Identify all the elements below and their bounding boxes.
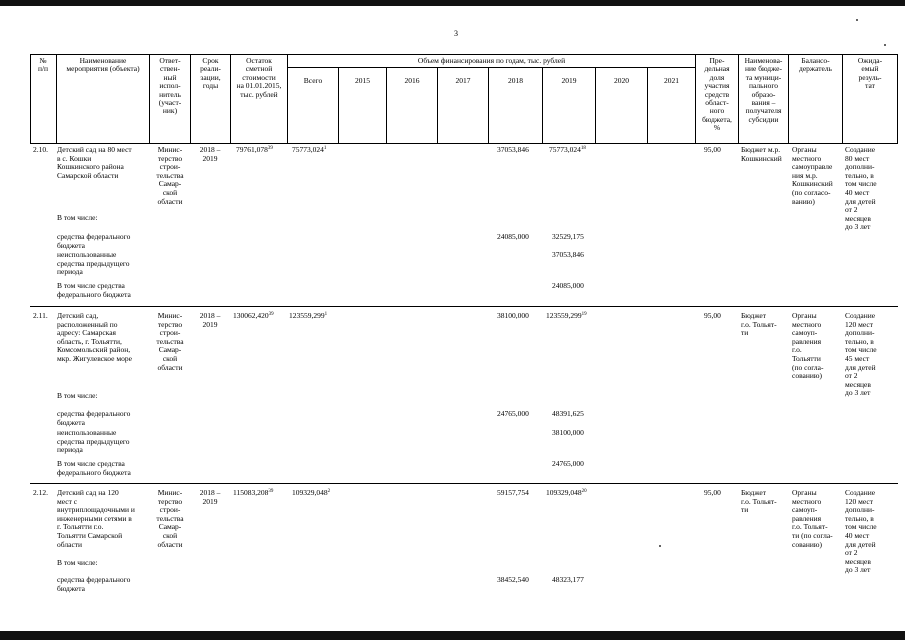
header-year: 2021 xyxy=(664,76,679,85)
federal-label: средства федерального бюджета xyxy=(57,232,131,250)
header-total: Всего xyxy=(303,76,323,85)
incl-federal-2019: 24085,000 xyxy=(552,281,584,290)
header-year: 2016 xyxy=(404,76,420,85)
header-share: Пре- дельная доля участия средств област- ного бюджета, % xyxy=(702,56,732,133)
row-responsible: Минис- терство строи- тельства Самар- ской области xyxy=(156,488,184,549)
header-responsible: Ответ- ствен- ный испол- нитель (участ- ник) xyxy=(158,56,182,116)
row-2019: 109329,048$^{20}$ xyxy=(546,488,587,497)
row-budget: Бюджет г.о. Тольят- ти xyxy=(741,488,777,515)
header-financing: Объем финансирования по годам, тыс. рублей xyxy=(417,56,566,65)
row-remainder: 130062,420$^{39}$ xyxy=(233,311,274,320)
header-year: 2019 xyxy=(561,76,577,85)
row-term: 2018 – 2019 xyxy=(199,488,221,506)
header-holder: Балансо- держатель xyxy=(799,56,832,74)
including-label: В том числе: xyxy=(57,391,98,400)
row-holder: Органы местного самоуправле ния м.р. Кошкинский (по согласо- ванию) xyxy=(792,145,833,206)
federal-label: средства федерального бюджета xyxy=(57,575,131,593)
row-name: Детский сад на 120 мест с внутриплощадочными и инженерными сетями в г. Тольятти г.о. Тольятти Самарской области xyxy=(57,488,135,549)
federal-label: средства федерального бюджета xyxy=(57,409,131,427)
row-result: Создание 120 мест дополни- тельно, в том числе 40 мест для детей от 2 месяцев до 3 лет xyxy=(845,488,877,575)
header-result: Ожида- емый резуль- тат xyxy=(857,56,883,91)
scan-speck xyxy=(884,44,886,46)
row-name: Детский сад на 80 мест в с. Кошки Кошкинского района Самарской области xyxy=(57,145,132,180)
header-budget: Наименова- ние бюдже- та муници- пального образо- вания – получателя субсидии xyxy=(744,56,783,124)
federal-2018: 24765,000 xyxy=(497,409,529,418)
header-term: Срок реали- зации, годы xyxy=(200,56,221,91)
row-total: 75773,024$^1$ xyxy=(292,145,327,154)
row-result: Создание 80 мест дополни- тельно, в том числе 40 мест для детей от 2 месяцев до 3 лет xyxy=(845,145,877,232)
row-separator xyxy=(30,483,898,484)
row-remainder: 115083,208$^{39}$ xyxy=(233,488,274,497)
row-responsible: Минис- терство строи- тельства Самар- ской области xyxy=(156,145,184,206)
header-name: Наименование мероприятия (объекта) xyxy=(66,56,140,74)
row-2019: 123559,299$^{19}$ xyxy=(546,311,587,320)
row-remainder: 79761,078$^{39}$ xyxy=(236,145,273,154)
header-year: 2020 xyxy=(614,76,629,85)
scan-speck xyxy=(659,545,661,547)
row-share: 95,00 xyxy=(704,488,721,497)
including-label: В том числе: xyxy=(57,213,98,222)
row-budget: Бюджет м.р. Кошкинский xyxy=(741,145,782,163)
unused-label: неиспользованные средства предыдущего периода xyxy=(57,250,130,277)
row-budget: Бюджет г.о. Тольят- ти xyxy=(741,311,777,338)
page-number: 3 xyxy=(454,29,458,38)
row-responsible: Минис- терство строи- тельства Самар- ской области xyxy=(156,311,184,372)
bottom-border xyxy=(0,631,905,640)
header-year: 2018 xyxy=(508,76,523,85)
row-name: Детский сад, расположенный по адресу: Самарская область, г. Тольятти, Комсомольский район, мкр. Жигулевское море xyxy=(57,311,132,363)
row-num: 2.10. xyxy=(33,145,48,154)
federal-2018: 38452,540 xyxy=(497,575,529,584)
unused-2019: 38100,000 xyxy=(552,428,584,437)
incl-federal-2019: 24765,000 xyxy=(552,459,584,468)
incl-federal-label: В том числе средства федерального бюджета xyxy=(57,459,131,477)
header-remainder: Остаток сметной стоимости на 01.01.2015, тыс. рублей xyxy=(236,56,282,99)
federal-2018: 24085,000 xyxy=(497,232,529,241)
row-term: 2018 – 2019 xyxy=(199,145,221,163)
scan-speck xyxy=(856,19,858,21)
federal-2019: 32529,175 xyxy=(552,232,584,241)
federal-2019: 48391,625 xyxy=(552,409,584,418)
row-term: 2018 – 2019 xyxy=(199,311,221,329)
row-num: 2.12. xyxy=(33,488,48,497)
row-holder: Органы местного самоуп- равления г.о. Тольятти (по согла- сованию) xyxy=(792,311,824,381)
row-holder: Органы местного самоуп- равления г.о. Тольят- ти (по согла- сованию) xyxy=(792,488,833,549)
unused-2019: 37053,846 xyxy=(552,250,584,259)
row-2018: 38100,000 xyxy=(497,311,529,320)
federal-2019: 48323,177 xyxy=(552,575,584,584)
incl-federal-label: В том числе средства федерального бюджета xyxy=(57,281,131,299)
top-border xyxy=(0,0,905,6)
row-share: 95,00 xyxy=(704,145,721,154)
header-year: 2015 xyxy=(355,76,370,85)
header-year: 2017 xyxy=(455,76,471,85)
including-label: В том числе: xyxy=(57,558,98,567)
row-2018: 37053,846 xyxy=(497,145,529,154)
row-2018: 59157,754 xyxy=(497,488,529,497)
row-result: Создание 120 мест дополни- тельно, в том числе 45 мест для детей от 2 месяцев до 3 лет xyxy=(845,311,877,398)
row-total: 109329,048$^2$ xyxy=(292,488,331,497)
row-num: 2.11. xyxy=(33,311,48,320)
row-share: 95,00 xyxy=(704,311,721,320)
row-total: 123559,299$^1$ xyxy=(289,311,328,320)
row-separator xyxy=(30,306,898,307)
unused-label: неиспользованные средства предыдущего периода xyxy=(57,428,130,455)
header-num: № п/п xyxy=(37,56,49,74)
row-2019: 75773,024$^{18}$ xyxy=(549,145,586,154)
